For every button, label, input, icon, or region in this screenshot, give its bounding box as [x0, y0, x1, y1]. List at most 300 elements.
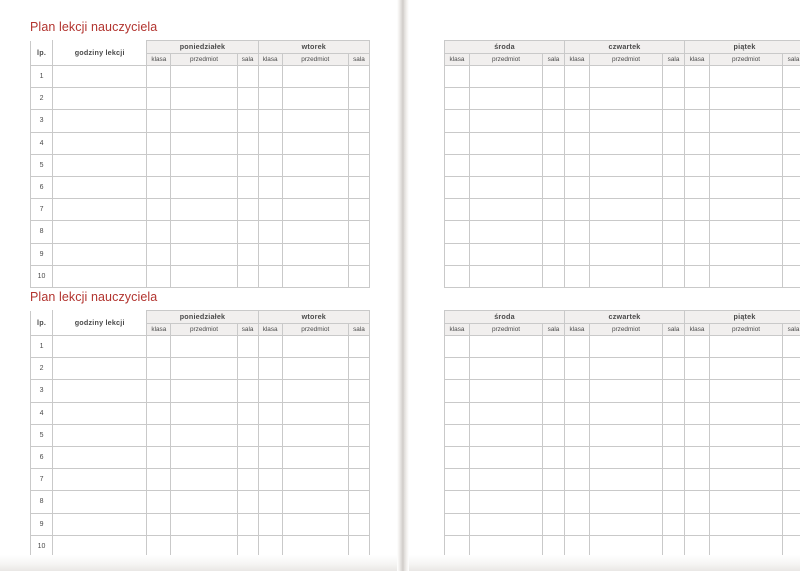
cell-klasa[interactable]	[445, 132, 470, 154]
cell-klasa[interactable]	[565, 154, 590, 176]
cell-sala[interactable]	[663, 265, 685, 287]
cell-sala[interactable]	[237, 513, 258, 535]
cell-przedmiot[interactable]	[590, 265, 663, 287]
cell-sala[interactable]	[663, 176, 685, 198]
cell-klasa[interactable]	[258, 380, 282, 402]
cell-przedmiot[interactable]	[590, 199, 663, 221]
cell-klasa[interactable]	[258, 154, 282, 176]
cell-sala[interactable]	[543, 402, 565, 424]
cell-klasa[interactable]	[565, 446, 590, 468]
cell-klasa[interactable]	[147, 491, 171, 513]
cell-sala[interactable]	[237, 199, 258, 221]
cell-przedmiot[interactable]	[710, 513, 783, 535]
cell-sala[interactable]	[237, 265, 258, 287]
cell-klasa[interactable]	[258, 358, 282, 380]
cell-sala[interactable]	[783, 380, 800, 402]
cell-hours[interactable]	[53, 221, 147, 243]
cell-przedmiot[interactable]	[171, 380, 237, 402]
cell-sala[interactable]	[348, 88, 369, 110]
cell-klasa[interactable]	[258, 66, 282, 88]
cell-klasa[interactable]	[445, 469, 470, 491]
cell-hours[interactable]	[53, 424, 147, 446]
cell-sala[interactable]	[543, 469, 565, 491]
cell-sala[interactable]	[783, 154, 800, 176]
cell-klasa[interactable]	[147, 446, 171, 468]
cell-przedmiot[interactable]	[590, 424, 663, 446]
cell-klasa[interactable]	[258, 110, 282, 132]
cell-sala[interactable]	[783, 132, 800, 154]
cell-przedmiot[interactable]	[282, 380, 348, 402]
cell-sala[interactable]	[348, 132, 369, 154]
cell-klasa[interactable]	[685, 154, 710, 176]
cell-hours[interactable]	[53, 110, 147, 132]
cell-przedmiot[interactable]	[470, 358, 543, 380]
cell-przedmiot[interactable]	[470, 176, 543, 198]
cell-sala[interactable]	[348, 154, 369, 176]
cell-sala[interactable]	[237, 424, 258, 446]
cell-przedmiot[interactable]	[282, 402, 348, 424]
cell-sala[interactable]	[663, 380, 685, 402]
cell-przedmiot[interactable]	[282, 154, 348, 176]
cell-przedmiot[interactable]	[710, 176, 783, 198]
cell-klasa[interactable]	[258, 176, 282, 198]
cell-przedmiot[interactable]	[590, 154, 663, 176]
cell-przedmiot[interactable]	[171, 336, 237, 358]
cell-sala[interactable]	[348, 265, 369, 287]
cell-sala[interactable]	[663, 491, 685, 513]
cell-przedmiot[interactable]	[590, 380, 663, 402]
cell-sala[interactable]	[348, 243, 369, 265]
cell-hours[interactable]	[53, 358, 147, 380]
cell-sala[interactable]	[348, 336, 369, 358]
cell-klasa[interactable]	[258, 469, 282, 491]
cell-klasa[interactable]	[685, 88, 710, 110]
cell-klasa[interactable]	[445, 402, 470, 424]
cell-klasa[interactable]	[685, 132, 710, 154]
cell-przedmiot[interactable]	[171, 221, 237, 243]
cell-klasa[interactable]	[147, 513, 171, 535]
cell-klasa[interactable]	[147, 402, 171, 424]
cell-klasa[interactable]	[685, 199, 710, 221]
cell-sala[interactable]	[348, 402, 369, 424]
cell-sala[interactable]	[663, 336, 685, 358]
cell-klasa[interactable]	[685, 446, 710, 468]
cell-przedmiot[interactable]	[470, 243, 543, 265]
cell-sala[interactable]	[237, 491, 258, 513]
cell-hours[interactable]	[53, 380, 147, 402]
cell-sala[interactable]	[663, 513, 685, 535]
cell-przedmiot[interactable]	[470, 491, 543, 513]
cell-przedmiot[interactable]	[171, 402, 237, 424]
cell-przedmiot[interactable]	[590, 446, 663, 468]
cell-przedmiot[interactable]	[590, 132, 663, 154]
cell-sala[interactable]	[543, 424, 565, 446]
cell-sala[interactable]	[663, 132, 685, 154]
cell-przedmiot[interactable]	[282, 336, 348, 358]
cell-sala[interactable]	[543, 199, 565, 221]
cell-sala[interactable]	[348, 491, 369, 513]
cell-klasa[interactable]	[565, 110, 590, 132]
cell-sala[interactable]	[348, 66, 369, 88]
cell-klasa[interactable]	[685, 110, 710, 132]
cell-klasa[interactable]	[258, 265, 282, 287]
cell-sala[interactable]	[783, 199, 800, 221]
cell-sala[interactable]	[663, 424, 685, 446]
cell-klasa[interactable]	[565, 221, 590, 243]
cell-sala[interactable]	[543, 176, 565, 198]
cell-przedmiot[interactable]	[710, 88, 783, 110]
cell-hours[interactable]	[53, 402, 147, 424]
cell-klasa[interactable]	[565, 469, 590, 491]
cell-klasa[interactable]	[445, 66, 470, 88]
cell-przedmiot[interactable]	[710, 66, 783, 88]
cell-sala[interactable]	[783, 424, 800, 446]
cell-przedmiot[interactable]	[171, 446, 237, 468]
cell-klasa[interactable]	[445, 513, 470, 535]
cell-klasa[interactable]	[147, 469, 171, 491]
cell-przedmiot[interactable]	[710, 199, 783, 221]
cell-przedmiot[interactable]	[470, 199, 543, 221]
cell-klasa[interactable]	[445, 176, 470, 198]
cell-klasa[interactable]	[258, 132, 282, 154]
cell-sala[interactable]	[783, 446, 800, 468]
cell-przedmiot[interactable]	[171, 199, 237, 221]
cell-klasa[interactable]	[685, 176, 710, 198]
cell-klasa[interactable]	[147, 110, 171, 132]
cell-przedmiot[interactable]	[171, 154, 237, 176]
cell-klasa[interactable]	[685, 424, 710, 446]
cell-sala[interactable]	[663, 199, 685, 221]
cell-przedmiot[interactable]	[171, 110, 237, 132]
cell-klasa[interactable]	[147, 199, 171, 221]
cell-klasa[interactable]	[258, 199, 282, 221]
cell-sala[interactable]	[543, 491, 565, 513]
cell-klasa[interactable]	[147, 336, 171, 358]
cell-klasa[interactable]	[147, 243, 171, 265]
cell-sala[interactable]	[663, 154, 685, 176]
cell-przedmiot[interactable]	[171, 243, 237, 265]
cell-sala[interactable]	[783, 358, 800, 380]
cell-przedmiot[interactable]	[590, 176, 663, 198]
cell-przedmiot[interactable]	[282, 132, 348, 154]
cell-sala[interactable]	[237, 402, 258, 424]
cell-przedmiot[interactable]	[282, 424, 348, 446]
cell-klasa[interactable]	[258, 221, 282, 243]
cell-hours[interactable]	[53, 154, 147, 176]
cell-przedmiot[interactable]	[470, 469, 543, 491]
cell-sala[interactable]	[783, 221, 800, 243]
cell-sala[interactable]	[348, 380, 369, 402]
cell-hours[interactable]	[53, 469, 147, 491]
cell-sala[interactable]	[348, 199, 369, 221]
cell-sala[interactable]	[237, 88, 258, 110]
cell-klasa[interactable]	[147, 424, 171, 446]
cell-klasa[interactable]	[147, 176, 171, 198]
cell-sala[interactable]	[663, 446, 685, 468]
cell-przedmiot[interactable]	[171, 88, 237, 110]
cell-przedmiot[interactable]	[282, 446, 348, 468]
cell-przedmiot[interactable]	[282, 199, 348, 221]
cell-klasa[interactable]	[685, 380, 710, 402]
cell-przedmiot[interactable]	[710, 265, 783, 287]
cell-sala[interactable]	[237, 110, 258, 132]
cell-klasa[interactable]	[565, 380, 590, 402]
cell-klasa[interactable]	[445, 446, 470, 468]
cell-sala[interactable]	[348, 424, 369, 446]
cell-sala[interactable]	[543, 336, 565, 358]
cell-klasa[interactable]	[445, 380, 470, 402]
cell-sala[interactable]	[663, 469, 685, 491]
cell-sala[interactable]	[543, 446, 565, 468]
cell-klasa[interactable]	[685, 66, 710, 88]
cell-przedmiot[interactable]	[590, 243, 663, 265]
cell-klasa[interactable]	[565, 265, 590, 287]
cell-sala[interactable]	[663, 402, 685, 424]
cell-przedmiot[interactable]	[171, 358, 237, 380]
cell-przedmiot[interactable]	[470, 88, 543, 110]
cell-klasa[interactable]	[565, 491, 590, 513]
cell-klasa[interactable]	[445, 199, 470, 221]
cell-sala[interactable]	[543, 358, 565, 380]
cell-klasa[interactable]	[147, 380, 171, 402]
cell-sala[interactable]	[543, 110, 565, 132]
cell-hours[interactable]	[53, 176, 147, 198]
cell-klasa[interactable]	[258, 243, 282, 265]
cell-przedmiot[interactable]	[710, 221, 783, 243]
cell-sala[interactable]	[783, 88, 800, 110]
cell-klasa[interactable]	[685, 491, 710, 513]
cell-hours[interactable]	[53, 132, 147, 154]
cell-sala[interactable]	[237, 469, 258, 491]
cell-sala[interactable]	[783, 176, 800, 198]
cell-przedmiot[interactable]	[590, 402, 663, 424]
cell-przedmiot[interactable]	[710, 358, 783, 380]
cell-przedmiot[interactable]	[171, 176, 237, 198]
cell-sala[interactable]	[663, 243, 685, 265]
cell-sala[interactable]	[783, 513, 800, 535]
cell-przedmiot[interactable]	[282, 469, 348, 491]
cell-hours[interactable]	[53, 88, 147, 110]
cell-klasa[interactable]	[445, 424, 470, 446]
cell-przedmiot[interactable]	[282, 265, 348, 287]
cell-przedmiot[interactable]	[470, 265, 543, 287]
cell-przedmiot[interactable]	[470, 221, 543, 243]
cell-przedmiot[interactable]	[710, 380, 783, 402]
cell-klasa[interactable]	[685, 265, 710, 287]
cell-przedmiot[interactable]	[282, 513, 348, 535]
cell-sala[interactable]	[348, 110, 369, 132]
cell-przedmiot[interactable]	[470, 402, 543, 424]
cell-klasa[interactable]	[565, 88, 590, 110]
cell-klasa[interactable]	[147, 132, 171, 154]
cell-klasa[interactable]	[685, 469, 710, 491]
cell-przedmiot[interactable]	[590, 66, 663, 88]
cell-sala[interactable]	[783, 243, 800, 265]
cell-przedmiot[interactable]	[282, 176, 348, 198]
cell-przedmiot[interactable]	[171, 132, 237, 154]
cell-klasa[interactable]	[565, 132, 590, 154]
cell-sala[interactable]	[663, 88, 685, 110]
cell-hours[interactable]	[53, 66, 147, 88]
cell-sala[interactable]	[663, 221, 685, 243]
cell-klasa[interactable]	[258, 491, 282, 513]
cell-sala[interactable]	[348, 469, 369, 491]
cell-sala[interactable]	[543, 154, 565, 176]
cell-sala[interactable]	[237, 176, 258, 198]
cell-sala[interactable]	[237, 221, 258, 243]
cell-klasa[interactable]	[445, 336, 470, 358]
cell-klasa[interactable]	[258, 402, 282, 424]
cell-sala[interactable]	[783, 265, 800, 287]
cell-sala[interactable]	[237, 132, 258, 154]
cell-hours[interactable]	[53, 513, 147, 535]
cell-przedmiot[interactable]	[282, 110, 348, 132]
cell-przedmiot[interactable]	[282, 221, 348, 243]
cell-przedmiot[interactable]	[710, 446, 783, 468]
cell-przedmiot[interactable]	[590, 110, 663, 132]
cell-przedmiot[interactable]	[470, 336, 543, 358]
cell-klasa[interactable]	[565, 243, 590, 265]
cell-hours[interactable]	[53, 243, 147, 265]
cell-przedmiot[interactable]	[710, 110, 783, 132]
cell-klasa[interactable]	[445, 491, 470, 513]
cell-sala[interactable]	[348, 221, 369, 243]
cell-klasa[interactable]	[445, 358, 470, 380]
cell-sala[interactable]	[783, 66, 800, 88]
cell-klasa[interactable]	[565, 199, 590, 221]
cell-przedmiot[interactable]	[710, 469, 783, 491]
cell-klasa[interactable]	[147, 265, 171, 287]
cell-przedmiot[interactable]	[470, 446, 543, 468]
cell-klasa[interactable]	[258, 88, 282, 110]
cell-klasa[interactable]	[258, 446, 282, 468]
cell-sala[interactable]	[543, 88, 565, 110]
cell-klasa[interactable]	[258, 513, 282, 535]
cell-hours[interactable]	[53, 199, 147, 221]
cell-przedmiot[interactable]	[171, 491, 237, 513]
cell-przedmiot[interactable]	[590, 336, 663, 358]
cell-klasa[interactable]	[147, 66, 171, 88]
cell-sala[interactable]	[663, 66, 685, 88]
cell-przedmiot[interactable]	[470, 513, 543, 535]
cell-sala[interactable]	[783, 491, 800, 513]
cell-sala[interactable]	[783, 336, 800, 358]
cell-sala[interactable]	[237, 336, 258, 358]
cell-przedmiot[interactable]	[470, 154, 543, 176]
cell-klasa[interactable]	[685, 221, 710, 243]
cell-przedmiot[interactable]	[590, 358, 663, 380]
cell-klasa[interactable]	[685, 402, 710, 424]
cell-klasa[interactable]	[445, 265, 470, 287]
cell-sala[interactable]	[543, 513, 565, 535]
cell-przedmiot[interactable]	[590, 469, 663, 491]
cell-przedmiot[interactable]	[171, 469, 237, 491]
cell-sala[interactable]	[348, 358, 369, 380]
cell-hours[interactable]	[53, 265, 147, 287]
cell-hours[interactable]	[53, 336, 147, 358]
cell-przedmiot[interactable]	[710, 402, 783, 424]
cell-klasa[interactable]	[565, 358, 590, 380]
cell-sala[interactable]	[543, 66, 565, 88]
cell-przedmiot[interactable]	[590, 88, 663, 110]
cell-sala[interactable]	[237, 446, 258, 468]
cell-sala[interactable]	[237, 380, 258, 402]
cell-klasa[interactable]	[445, 88, 470, 110]
cell-przedmiot[interactable]	[171, 513, 237, 535]
cell-hours[interactable]	[53, 491, 147, 513]
cell-przedmiot[interactable]	[470, 66, 543, 88]
cell-klasa[interactable]	[445, 243, 470, 265]
cell-klasa[interactable]	[565, 66, 590, 88]
cell-klasa[interactable]	[565, 336, 590, 358]
cell-klasa[interactable]	[147, 154, 171, 176]
cell-klasa[interactable]	[565, 402, 590, 424]
cell-sala[interactable]	[663, 110, 685, 132]
cell-przedmiot[interactable]	[282, 358, 348, 380]
cell-przedmiot[interactable]	[710, 243, 783, 265]
cell-klasa[interactable]	[445, 154, 470, 176]
cell-sala[interactable]	[783, 402, 800, 424]
cell-sala[interactable]	[543, 380, 565, 402]
cell-przedmiot[interactable]	[282, 491, 348, 513]
cell-sala[interactable]	[783, 110, 800, 132]
cell-klasa[interactable]	[565, 176, 590, 198]
cell-sala[interactable]	[237, 154, 258, 176]
cell-przedmiot[interactable]	[710, 154, 783, 176]
cell-przedmiot[interactable]	[710, 132, 783, 154]
cell-klasa[interactable]	[258, 336, 282, 358]
cell-klasa[interactable]	[685, 513, 710, 535]
cell-przedmiot[interactable]	[470, 110, 543, 132]
cell-sala[interactable]	[348, 446, 369, 468]
cell-sala[interactable]	[348, 176, 369, 198]
cell-przedmiot[interactable]	[171, 66, 237, 88]
cell-sala[interactable]	[237, 358, 258, 380]
cell-przedmiot[interactable]	[590, 221, 663, 243]
cell-klasa[interactable]	[685, 243, 710, 265]
cell-przedmiot[interactable]	[590, 513, 663, 535]
cell-przedmiot[interactable]	[470, 132, 543, 154]
cell-klasa[interactable]	[445, 221, 470, 243]
cell-przedmiot[interactable]	[470, 380, 543, 402]
cell-klasa[interactable]	[147, 358, 171, 380]
cell-sala[interactable]	[348, 513, 369, 535]
cell-przedmiot[interactable]	[470, 424, 543, 446]
cell-klasa[interactable]	[258, 424, 282, 446]
cell-klasa[interactable]	[685, 336, 710, 358]
cell-przedmiot[interactable]	[710, 491, 783, 513]
cell-klasa[interactable]	[565, 513, 590, 535]
cell-sala[interactable]	[237, 243, 258, 265]
cell-klasa[interactable]	[147, 221, 171, 243]
cell-przedmiot[interactable]	[710, 424, 783, 446]
cell-klasa[interactable]	[685, 358, 710, 380]
cell-sala[interactable]	[543, 221, 565, 243]
cell-przedmiot[interactable]	[171, 424, 237, 446]
cell-klasa[interactable]	[565, 424, 590, 446]
cell-przedmiot[interactable]	[282, 88, 348, 110]
cell-sala[interactable]	[543, 132, 565, 154]
cell-sala[interactable]	[237, 66, 258, 88]
cell-sala[interactable]	[783, 469, 800, 491]
cell-przedmiot[interactable]	[710, 336, 783, 358]
cell-przedmiot[interactable]	[282, 66, 348, 88]
cell-sala[interactable]	[543, 265, 565, 287]
cell-przedmiot[interactable]	[171, 265, 237, 287]
cell-sala[interactable]	[663, 358, 685, 380]
cell-przedmiot[interactable]	[590, 491, 663, 513]
cell-klasa[interactable]	[445, 110, 470, 132]
